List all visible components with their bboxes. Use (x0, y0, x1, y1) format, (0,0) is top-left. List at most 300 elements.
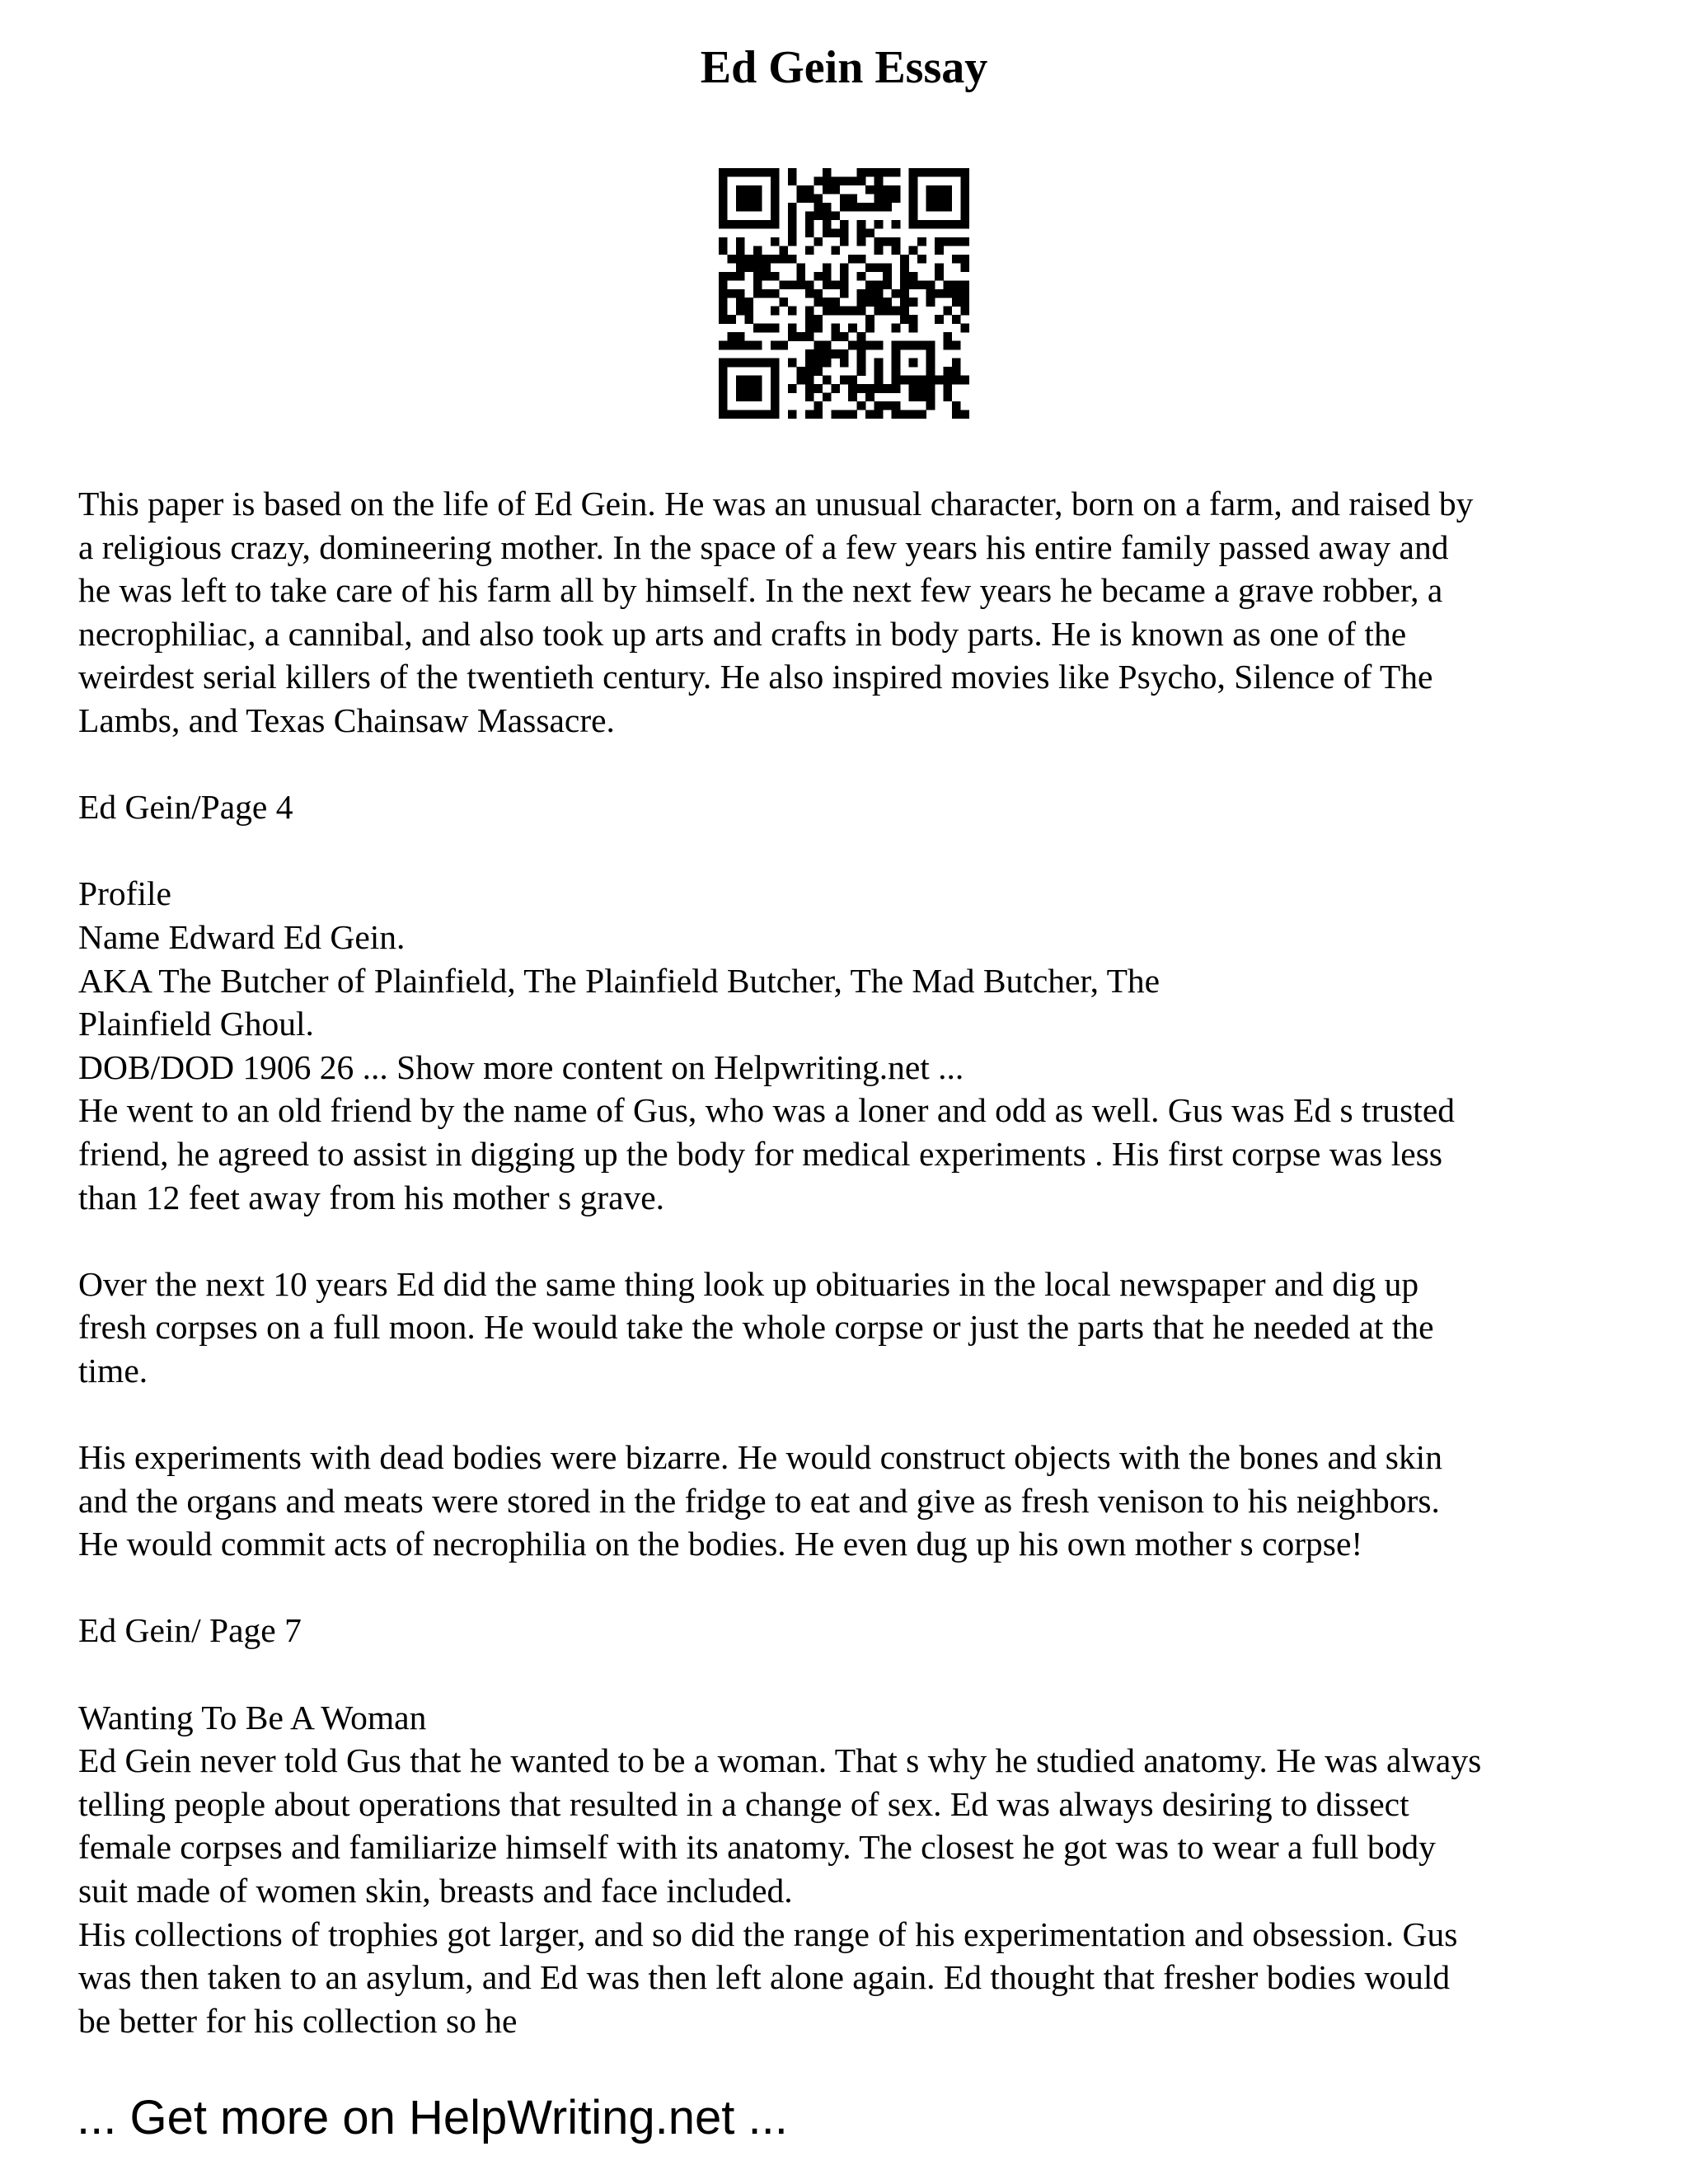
qr-module (727, 315, 736, 324)
qr-module (719, 272, 728, 281)
qr-module (736, 289, 745, 298)
qr-module (857, 203, 866, 212)
text-line: Plainfield Ghoul. (78, 1005, 314, 1043)
qr-module (771, 393, 780, 402)
qr-module (883, 401, 892, 410)
qr-module (926, 367, 935, 376)
qr-module (857, 332, 866, 341)
qr-module (831, 307, 840, 316)
text-line: weirdest serial killers of the twentieth century. He also inspired movies like Psycho, Silence of The (78, 658, 1433, 696)
qr-module (762, 289, 771, 298)
qr-module (719, 194, 728, 203)
qr-module (840, 289, 849, 298)
qr-module (874, 203, 884, 212)
qr-module (796, 280, 805, 289)
qr-module (771, 211, 780, 220)
qr-module (952, 359, 961, 368)
qr-module (883, 272, 892, 281)
qr-module (831, 384, 840, 393)
qr-module (727, 359, 736, 368)
qr-module (727, 272, 736, 281)
text-line: was then taken to an asylum, and Ed was then left alone again. Ed thought that fresher bodies would (78, 1958, 1451, 1997)
qr-module (848, 384, 857, 393)
qr-module (892, 194, 901, 203)
qr-module (865, 341, 874, 350)
qr-module (788, 410, 797, 419)
qr-module (771, 367, 780, 376)
qr-module (892, 376, 901, 385)
qr-module (805, 315, 814, 324)
qr-module (744, 185, 753, 194)
qr-module (961, 280, 969, 289)
qr-module (874, 367, 884, 376)
qr-module (814, 384, 823, 393)
qr-module (762, 168, 771, 177)
essay-body (78, 482, 1628, 2042)
paragraph-gap (78, 1219, 1628, 1263)
qr-module (762, 324, 771, 333)
qr-module (848, 410, 857, 419)
text-line: than 12 feet away from his mother s grave. (78, 1178, 665, 1216)
paragraph-gap (78, 1392, 1628, 1436)
qr-module (823, 298, 832, 307)
qr-module (831, 228, 840, 237)
qr-module (952, 255, 961, 264)
paragraph-gap (78, 1566, 1628, 1610)
qr-module (952, 401, 961, 410)
qr-module (848, 324, 857, 333)
qr-module (736, 255, 745, 264)
qr-module (753, 220, 762, 229)
qr-module (814, 272, 823, 281)
qr-module (753, 272, 762, 281)
qr-module (944, 194, 953, 203)
qr-module (744, 315, 753, 324)
qr-module (719, 185, 728, 194)
qr-module (892, 220, 901, 229)
qr-module (719, 211, 728, 220)
qr-module (874, 410, 884, 419)
qr-module (892, 289, 901, 298)
qr-module (848, 255, 857, 264)
qr-module (736, 332, 745, 341)
qr-module (909, 211, 918, 220)
qr-module (857, 228, 866, 237)
qr-module (944, 332, 953, 341)
qr-module (727, 168, 736, 177)
qr-module (909, 203, 918, 212)
qr-module (814, 315, 823, 324)
qr-module (865, 324, 874, 333)
qr-module (753, 289, 762, 298)
qr-module (753, 393, 762, 402)
qr-module (883, 194, 892, 203)
qr-module (771, 220, 780, 229)
qr-module (909, 359, 918, 368)
qr-module (805, 194, 814, 203)
qr-module (857, 176, 866, 185)
qr-module (900, 280, 909, 289)
qr-module (909, 246, 918, 255)
qr-module (840, 176, 849, 185)
text-line: His experiments with dead bodies were bizarre. He would construct objects with the bones and skin (78, 1438, 1442, 1477)
qr-module (917, 255, 926, 264)
qr-module (900, 289, 909, 298)
qr-module (857, 289, 866, 298)
qr-module (744, 384, 753, 393)
qr-module (805, 376, 814, 385)
qr-module (840, 203, 849, 212)
text-line: He would commit acts of necrophilia on the bodies. He even dug up his own mother s corpse! (78, 1525, 1363, 1563)
qr-module (831, 410, 840, 419)
qr-module (814, 401, 823, 410)
qr-module (753, 359, 762, 368)
qr-module (883, 237, 892, 246)
qr-module (857, 255, 866, 264)
qr-module (952, 341, 961, 350)
qr-module (926, 376, 935, 385)
qr-module (857, 237, 866, 246)
text-line: DOB/DOD 1906 26 ... Show more content on Helpwriting.net ... (78, 1047, 964, 1086)
qr-module (857, 359, 866, 368)
qr-module (744, 410, 753, 419)
qr-module (831, 349, 840, 359)
qr-module (874, 220, 884, 229)
page-marker: Ed Gein/Page 4 (78, 788, 293, 827)
qr-module (719, 367, 728, 376)
qr-module (874, 298, 884, 307)
qr-module (736, 220, 745, 229)
qr-module (771, 384, 780, 393)
qr-module (736, 393, 745, 402)
qr-module (831, 332, 840, 341)
qr-module (788, 332, 797, 341)
qr-module (926, 341, 935, 350)
qr-module (753, 280, 762, 289)
qr-module (736, 341, 745, 350)
text-line: fresh corpses on a full moon. He would take the whole corpse or just the parts that he needed at the (78, 1308, 1434, 1347)
qr-module (952, 410, 961, 419)
text-line: he was left to take care of his farm all by himself. In the next few years he became a grave robber, a (78, 571, 1443, 610)
qr-module (779, 246, 788, 255)
qr-module (823, 263, 832, 272)
qr-module (771, 410, 780, 419)
qr-module (883, 384, 892, 393)
qr-module (805, 228, 814, 237)
qr-module (771, 324, 780, 333)
qr-module (719, 401, 728, 410)
qr-module (805, 324, 814, 333)
qr-module (865, 228, 874, 237)
qr-module (840, 263, 849, 272)
qr-module (779, 341, 788, 350)
qr-module (736, 237, 745, 246)
text-line: He went to an old friend by the name of Gus, who was a loner and odd as well. Gus was Ed s trusted (78, 1091, 1456, 1130)
qr-module (736, 263, 745, 272)
qr-module (935, 220, 944, 229)
qr-module (900, 341, 909, 350)
qr-module (865, 393, 874, 402)
qr-module (917, 280, 926, 289)
qr-module (814, 367, 823, 376)
qr-module (736, 384, 745, 393)
qr-module (814, 194, 823, 203)
qr-module (753, 341, 762, 350)
qr-module (900, 272, 909, 281)
qr-module (753, 324, 762, 333)
qr-module (736, 168, 745, 177)
qr-module (753, 384, 762, 393)
qr-module (771, 359, 780, 368)
qr-module (961, 203, 969, 212)
qr-module (805, 246, 814, 255)
qr-module (823, 349, 832, 359)
qr-module (719, 410, 728, 419)
qr-module (892, 401, 901, 410)
qr-module (823, 211, 832, 220)
qr-module (805, 280, 814, 289)
qr-module (944, 341, 953, 350)
qr-module (848, 376, 857, 385)
qr-module (814, 324, 823, 333)
qr-module (917, 341, 926, 350)
qr-module (814, 211, 823, 220)
qr-module (840, 237, 849, 246)
qr-module (961, 410, 969, 419)
qr-module (961, 376, 969, 385)
qr-module (840, 272, 849, 281)
qr-module (744, 341, 753, 350)
qr-module (926, 401, 935, 410)
qr-module (771, 194, 780, 203)
qr-module (788, 211, 797, 220)
qr-module (727, 289, 736, 298)
qr-module (762, 410, 771, 419)
qr-module (840, 280, 849, 289)
qr-module (848, 393, 857, 402)
qr-module (762, 359, 771, 368)
qr-module (961, 324, 969, 333)
qr-module (909, 280, 918, 289)
qr-module (736, 272, 745, 281)
qr-module (935, 263, 944, 272)
qr-module (900, 307, 909, 316)
qr-module (736, 359, 745, 368)
qr-module (779, 280, 788, 289)
qr-module (805, 220, 814, 229)
qr-module (883, 185, 892, 194)
document-title: Ed Gein Essay (700, 42, 988, 93)
paragraph-gap (78, 743, 1628, 786)
qr-module (771, 176, 780, 185)
qr-module (762, 220, 771, 229)
qr-module (823, 203, 832, 212)
qr-module (874, 401, 884, 410)
qr-module (744, 359, 753, 368)
qr-module (874, 359, 884, 368)
qr-code (719, 168, 969, 419)
qr-module (857, 367, 866, 376)
qr-module (917, 168, 926, 177)
qr-module (744, 255, 753, 264)
qr-module (823, 272, 832, 281)
qr-module (857, 341, 866, 350)
qr-module (788, 237, 797, 246)
qr-module (719, 315, 728, 324)
qr-module (857, 307, 866, 316)
qr-module (935, 237, 944, 246)
qr-module (900, 376, 909, 385)
qr-module (848, 194, 857, 203)
qr-module (736, 376, 745, 385)
qr-module (874, 384, 884, 393)
qr-module (935, 272, 944, 281)
qr-module (736, 185, 745, 194)
qr-module (796, 367, 805, 376)
qr-module (874, 176, 884, 185)
qr-module (831, 324, 840, 333)
qr-module (840, 228, 849, 237)
qr-module (944, 220, 953, 229)
qr-module (771, 376, 780, 385)
qr-module (892, 185, 901, 194)
qr-module (874, 289, 884, 298)
qr-module (823, 359, 832, 368)
qr-module (874, 263, 884, 272)
qr-module (805, 367, 814, 376)
qr-module (900, 298, 909, 307)
qr-module (900, 255, 909, 264)
text-line: Name Edward Ed Gein. (78, 917, 406, 956)
text-line: His collections of trophies got larger, and so did the range of his experimentation and obsession. Gus (78, 1915, 1458, 1953)
qr-module (771, 237, 780, 246)
qr-module (771, 307, 780, 316)
qr-module (935, 376, 944, 385)
qr-module (926, 359, 935, 368)
qr-module (848, 203, 857, 212)
qr-module (865, 280, 874, 289)
qr-module (944, 393, 953, 402)
qr-module (892, 237, 901, 246)
qr-module (840, 194, 849, 203)
qr-module (823, 280, 832, 289)
qr-code-graphic (719, 168, 969, 419)
qr-module (840, 410, 849, 419)
qr-module (961, 263, 969, 272)
qr-module (744, 220, 753, 229)
qr-module (857, 384, 866, 393)
qr-module (944, 376, 953, 385)
qr-module (719, 176, 728, 185)
qr-module (961, 307, 969, 316)
text-line: friend, he agreed to assist in digging up the body for medical experiments . His first corpse was less (78, 1134, 1442, 1173)
qr-module (736, 246, 745, 255)
text-line: female corpses and familiarize himself with its anatomy. The closest he got was to wear a full body (78, 1828, 1436, 1867)
qr-module (892, 384, 901, 393)
text-line: be better for his collection so he (78, 2001, 518, 2040)
qr-module (961, 185, 969, 194)
qr-module (744, 376, 753, 385)
qr-module (865, 410, 874, 419)
qr-module (926, 393, 935, 402)
qr-module (944, 307, 953, 316)
qr-module (857, 401, 866, 410)
qr-module (719, 280, 728, 289)
qr-module (961, 168, 969, 177)
qr-module (840, 359, 849, 368)
qr-module (753, 246, 762, 255)
qr-module (944, 203, 953, 212)
qr-module (805, 359, 814, 368)
qr-module (823, 176, 832, 185)
qr-module (857, 298, 866, 307)
qr-module (753, 168, 762, 177)
qr-module (840, 220, 849, 229)
qr-module (814, 410, 823, 419)
qr-module (952, 376, 961, 385)
qr-module (727, 255, 736, 264)
qr-module (744, 393, 753, 402)
qr-module (744, 307, 753, 316)
get-more-link[interactable]: ... Get more on HelpWriting.net ... (77, 2091, 788, 2144)
qr-module (805, 332, 814, 341)
qr-module (788, 307, 797, 316)
qr-module (727, 410, 736, 419)
qr-module (874, 341, 884, 350)
qr-module (952, 280, 961, 289)
text-line: Ed Gein never told Gus that he wanted to be a woman. That s why he studied anatomy. He was always (78, 1741, 1482, 1780)
qr-module (814, 341, 823, 350)
qr-module (788, 255, 797, 264)
qr-module (874, 280, 884, 289)
qr-module (814, 349, 823, 359)
qr-module (892, 307, 901, 316)
qr-module (753, 376, 762, 385)
qr-module (840, 332, 849, 341)
qr-module (961, 176, 969, 185)
page-marker: Ed Gein/ Page 7 (78, 1611, 302, 1650)
qr-module (909, 185, 918, 194)
qr-module (823, 341, 832, 350)
qr-module (883, 168, 892, 177)
qr-module (926, 203, 935, 212)
qr-module (831, 176, 840, 185)
qr-module (952, 298, 961, 307)
qr-module (883, 203, 892, 212)
qr-module (744, 194, 753, 203)
qr-module (805, 211, 814, 220)
qr-module (909, 272, 918, 281)
qr-module (796, 332, 805, 341)
text-line: AKA The Butcher of Plainfield, The Plainfield Butcher, The Mad Butcher, The (78, 961, 1160, 1000)
qr-module (909, 410, 918, 419)
qr-module (865, 168, 874, 177)
qr-module (719, 203, 728, 212)
qr-module (796, 376, 805, 385)
qr-module (788, 228, 797, 237)
qr-module (771, 255, 780, 264)
qr-module (719, 237, 728, 246)
qr-module (840, 376, 849, 385)
qr-module (961, 211, 969, 220)
qr-module (944, 237, 953, 246)
qr-module (926, 280, 935, 289)
qr-module (961, 255, 969, 264)
qr-module (805, 410, 814, 419)
qr-module (753, 255, 762, 264)
qr-module (719, 341, 728, 350)
qr-module (935, 168, 944, 177)
